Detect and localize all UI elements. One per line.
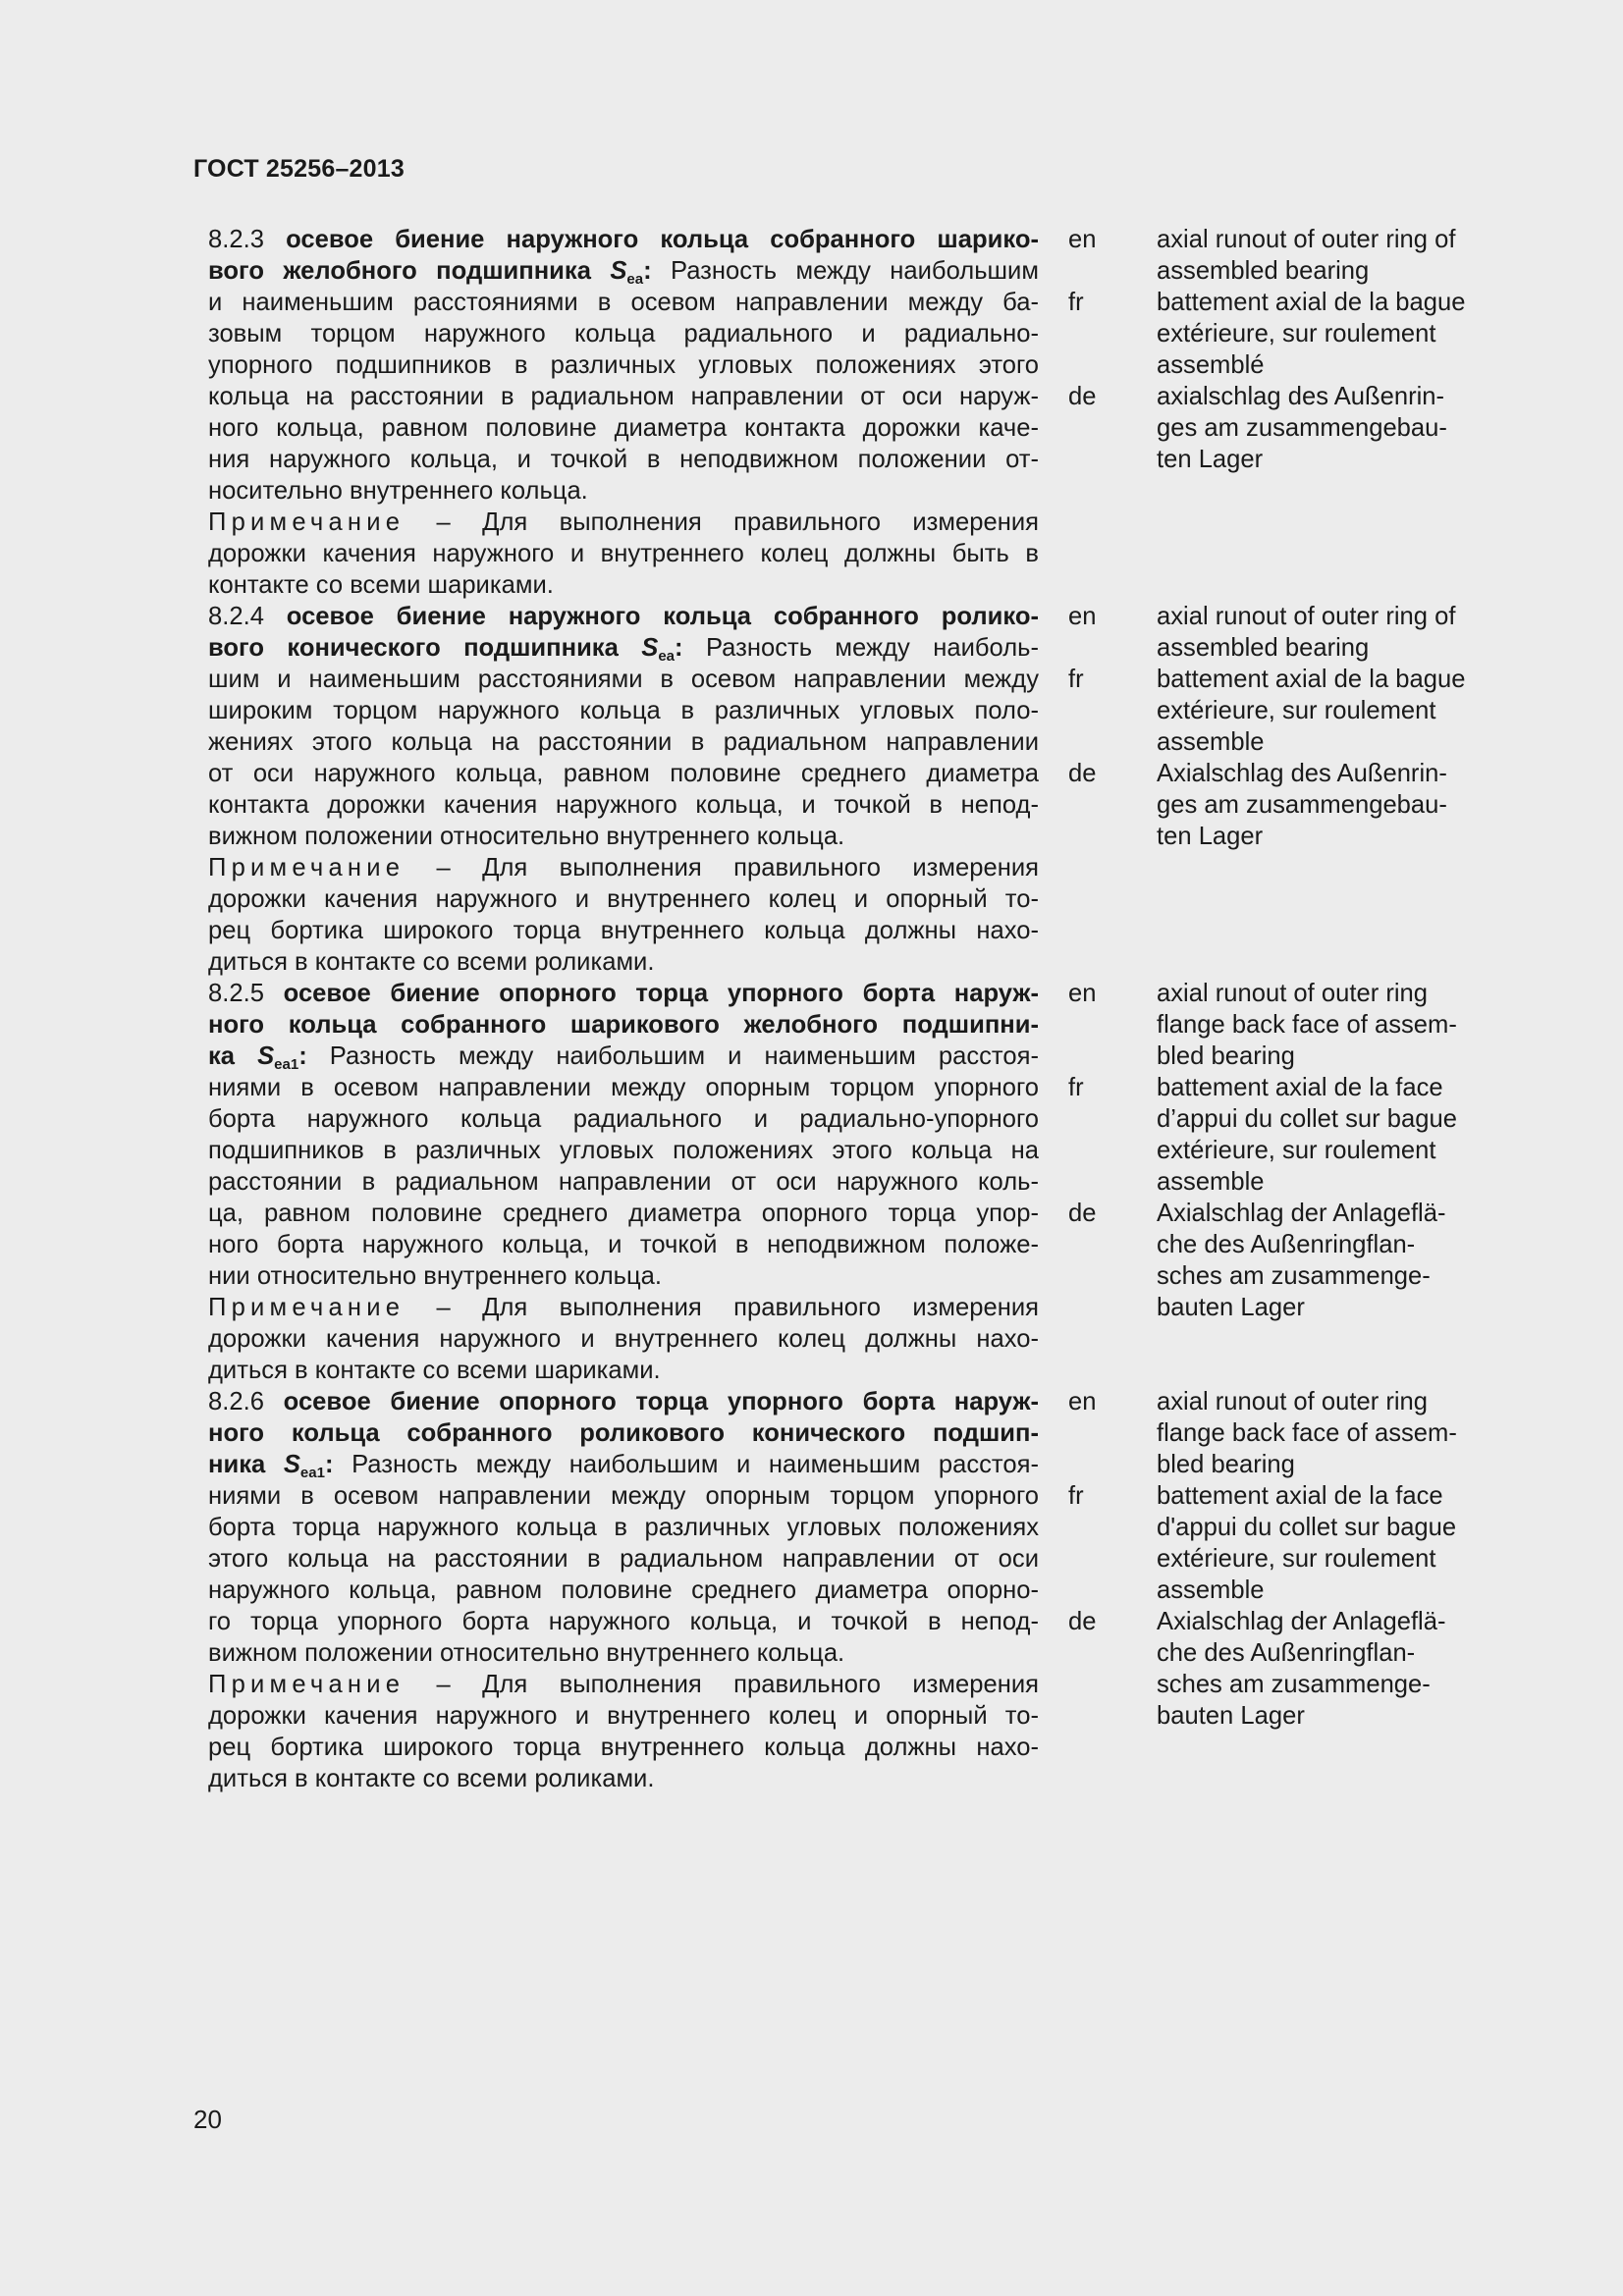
page-number: 20 [193, 2105, 222, 2134]
definition-line: ца, равном половине среднего диаметра опорного торца упор- [208, 1200, 1039, 1227]
russian-definition [208, 1386, 1039, 1794]
definition-line: зовым торцом наружного кольца радиального и радиально- [208, 320, 1039, 347]
note-line: диться в контакте со всеми шариками. [208, 1357, 661, 1384]
definition-line: подшипников в различных угловых положениях этого кольца на [208, 1137, 1039, 1164]
definition-line: упорного подшипников в различных угловых положениях этого [208, 351, 1039, 379]
term-line: ника Sea1: Разность между наибольшим и наименьшим расстоя- [208, 1451, 1039, 1481]
note-line: рец бортика широкого торца внутреннего кольца должны нахо- [208, 917, 1039, 944]
definition-line: шим и наименьшим расстояниями в осевом направлении между [208, 666, 1039, 693]
term-line: 8.2.5 осевое биение опорного торца упорного борта наруж- [208, 980, 1039, 1007]
lang-de-label: de [1068, 760, 1097, 787]
term-line: вого конического подшипника Sea: Разность между наиболь- [208, 634, 1039, 665]
lang-fr-label: fr [1068, 1482, 1084, 1510]
definition-line: ного борта наружного кольца, и точкой в неподвижном положе- [208, 1231, 1039, 1258]
note-line: Примечание – Для выполнения правильного измерения [208, 508, 1039, 536]
definition-line: борта наружного кольца радиального и радиально-упорного [208, 1105, 1039, 1133]
definition-line: жениях этого кольца на расстоянии в радиальном направлении [208, 728, 1039, 756]
lang-fr-label: fr [1068, 1074, 1084, 1101]
term-fr: battement axial de la face d’appui du collet sur bague extérieure, sur roulement assemble [1157, 1074, 1457, 1196]
term-de: axialschlag des Außenrin- ges am zusammengebau- ten Lager [1157, 383, 1447, 473]
lang-en-label: en [1068, 980, 1097, 1007]
term-line: 8.2.4 осевое биение наружного кольца собранного ролико- [208, 603, 1039, 630]
definition-line: вижном положении относительно внутреннего кольца. [208, 823, 845, 850]
lang-fr-label: fr [1068, 666, 1084, 693]
lang-en-label: en [1068, 603, 1097, 630]
term-en: axial runout of outer ring of assembled bearing [1157, 226, 1456, 285]
term-line: ка Sea1: Разность между наибольшим и наименьшим расстоя- [208, 1042, 1039, 1073]
term-line: вого желобного подшипника Sea: Разность между наибольшим [208, 257, 1039, 288]
term-en: axial runout of outer ring of assembled bearing [1157, 603, 1456, 662]
definition-line: носительно внутреннего кольца. [208, 477, 588, 505]
definition-line: этого кольца на расстоянии в радиальном направлении от оси [208, 1545, 1039, 1573]
lang-en-label: en [1068, 226, 1097, 253]
term-line: ного кольца собранного роликового конического подшип- [208, 1419, 1039, 1447]
definition-line: вижном положении относительно внутреннего кольца. [208, 1639, 845, 1667]
note-line: дорожки качения наружного и внутреннего колец должны быть в [208, 540, 1039, 567]
note-line: дорожки качения наружного и внутреннего колец и опорный то- [208, 1702, 1039, 1730]
definition-line: от оси наружного кольца, равном половине среднего диаметра [208, 760, 1039, 787]
lang-de-label: de [1068, 1608, 1097, 1635]
term-fr: battement axial de la bague extérieure, sur roulement assemblé [1157, 289, 1466, 379]
lang-en-label: en [1068, 1388, 1097, 1415]
russian-definition [208, 978, 1039, 1386]
note-label: Примечание [208, 1671, 406, 1698]
definition-line: наружного кольца, равном половине среднего диаметра опорно- [208, 1576, 1039, 1604]
term-de: Axialschlag des Außenrin- ges am zusammengebau- ten Lager [1157, 760, 1447, 850]
page-header: ГОСТ 25256–2013 [193, 155, 405, 183]
russian-definition [208, 601, 1039, 978]
term-line: 8.2.3 осевое биение наружного кольца собранного шарико- [208, 226, 1039, 253]
definition-line: ния наружного кольца, и точкой в неподвижном положении от- [208, 446, 1039, 473]
note-line: диться в контакте со всеми роликами. [208, 948, 655, 976]
definition-line: и наименьшим расстояниями в осевом направлении между ба- [208, 289, 1039, 316]
note-line: Примечание – Для выполнения правильного измерения [208, 854, 1039, 881]
note-label: Примечание [208, 854, 406, 881]
term-fr: battement axial de la face d'appui du collet sur bague extérieure, sur roulement assemble [1157, 1482, 1457, 1604]
definition-line: широким торцом наружного кольца в различных угловых поло- [208, 697, 1039, 724]
definition-line: контакта дорожки качения наружного кольца, и точкой в непод- [208, 791, 1039, 819]
note-line: дорожки качения наружного и внутреннего колец и опорный то- [208, 885, 1039, 913]
note-line: Примечание – Для выполнения правильного измерения [208, 1671, 1039, 1698]
note-line: контакте со всеми шариками. [208, 571, 554, 599]
russian-definition [208, 224, 1039, 601]
definition-line: нии относительно внутреннего кольца. [208, 1262, 663, 1290]
term-en: axial runout of outer ring flange back face of assem- bled bearing [1157, 1388, 1457, 1478]
definition-line: ниями в осевом направлении между опорным торцом упорного [208, 1482, 1039, 1510]
note-line: диться в контакте со всеми роликами. [208, 1765, 655, 1792]
definition-line: го торца упорного борта наружного кольца, и точкой в непод- [208, 1608, 1039, 1635]
note-label: Примечание [208, 1294, 406, 1321]
definition-line: борта торца наружного кольца в различных угловых положениях [208, 1514, 1039, 1541]
definition-line: кольца на расстоянии в радиальном направлении от оси наруж- [208, 383, 1039, 410]
term-en: axial runout of outer ring flange back face of assem- bled bearing [1157, 980, 1457, 1070]
note-line: дорожки качения наружного и внутреннего колец должны нахо- [208, 1325, 1039, 1353]
note-label: Примечание [208, 508, 406, 536]
lang-de-label: de [1068, 1200, 1097, 1227]
definition-line: ного кольца, равном половине диаметра контакта дорожки каче- [208, 414, 1039, 442]
lang-de-label: de [1068, 383, 1097, 410]
definition-line: ниями в осевом направлении между опорным торцом упорного [208, 1074, 1039, 1101]
term-line: 8.2.6 осевое биение опорного торца упорного борта наруж- [208, 1388, 1039, 1415]
term-de: Axialschlag der Anlageflä- che des Außenringflan- sches am zusammenge- bauten Lager [1157, 1200, 1446, 1321]
lang-fr-label: fr [1068, 289, 1084, 316]
term-line: ного кольца собранного шарикового желобного подшипни- [208, 1011, 1039, 1039]
note-line: Примечание – Для выполнения правильного измерения [208, 1294, 1039, 1321]
definition-line: расстоянии в радиальном направлении от оси наружного коль- [208, 1168, 1039, 1196]
note-line: рец бортика широкого торца внутреннего кольца должны нахо- [208, 1734, 1039, 1761]
term-fr: battement axial de la bague extérieure, sur roulement assemble [1157, 666, 1466, 756]
term-de: Axialschlag der Anlageflä- che des Außenringflan- sches am zusammenge- bauten Lager [1157, 1608, 1446, 1730]
